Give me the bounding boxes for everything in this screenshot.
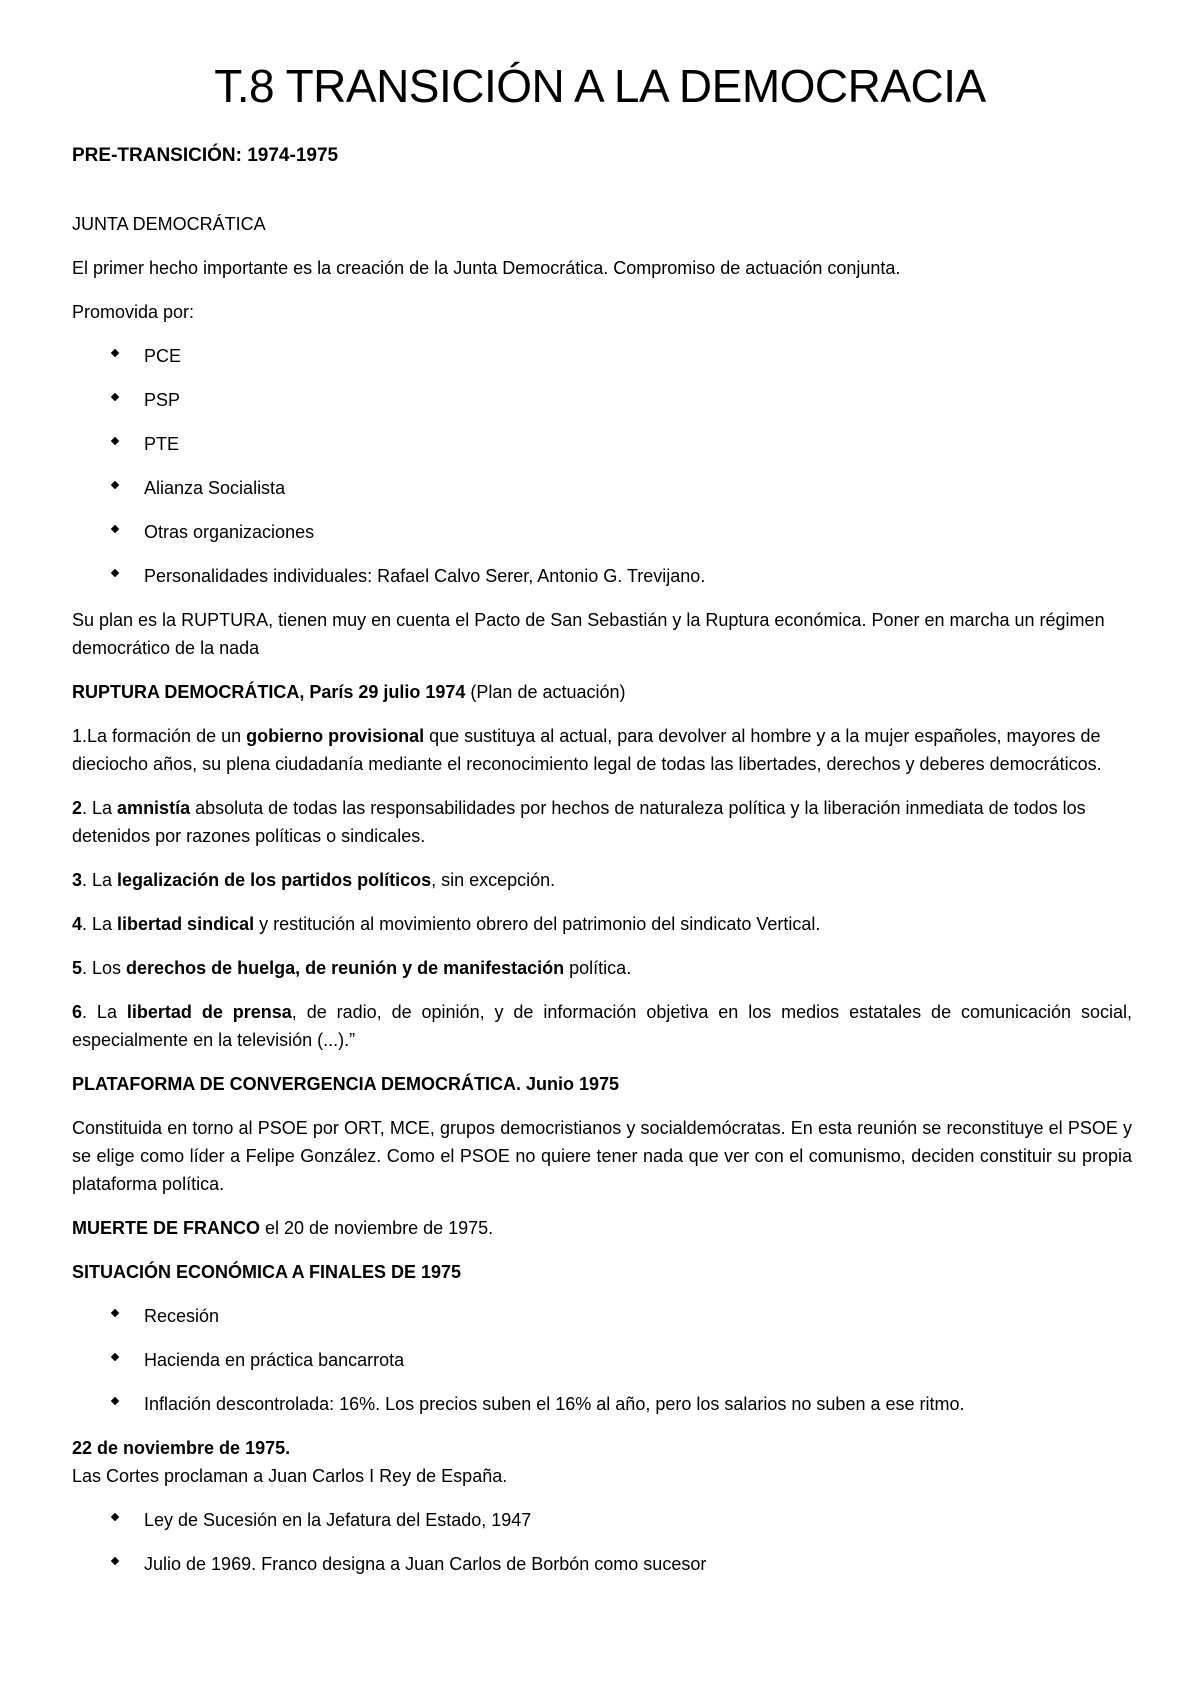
junta-intro: El primer hecho importante es la creación de la Junta Democrática. Compromiso de actuación conjunta. (72, 258, 901, 278)
bullet-icon (111, 569, 119, 577)
ruptura-point-5: 5. Los derechos de huelga, de reunión y de manifestación política. (72, 958, 632, 978)
noviembre-heading: 22 de noviembre de 1975. (72, 1438, 291, 1458)
list-item: Inflación descontrolada: 16%. Los precios suben el 16% al año, pero los salarios no suben a ese ritmo. (72, 1390, 1132, 1418)
muerte-franco: MUERTE DE FRANCO el 20 de noviembre de 1975. (72, 1218, 494, 1238)
junta-promovida: Promovida por: (72, 302, 195, 322)
list-item: Ley de Sucesión en la Jefatura del Estado, 1947 (72, 1506, 1132, 1534)
list-item: Alianza Socialista (72, 474, 1132, 502)
bullet-icon (111, 1513, 119, 1521)
bullet-icon (111, 481, 119, 489)
ruptura-point-4: 4. La libertad sindical y restitución al movimiento obrero del patrimonio del sindicato Vertical. (72, 914, 821, 934)
bullet-icon (111, 349, 119, 357)
situacion-list (72, 1302, 1132, 1418)
plataforma-text: Constituida en torno al PSOE por ORT, MCE, grupos democristianos y socialdemócratas. En esta reunión se reconstituye el PSOE y se elige como líder a Felipe González. Como el PSOE no quiere tener nada que ver con el comunismo, deciden constituir su propia plataforma política. (72, 1118, 1132, 1194)
list-item: PCE (72, 342, 1132, 370)
ruptura-point-6: 6. La libertad de prensa, de radio, de opinión, y de información objetiva en los medios estatales de comunicación social, especialmente en la televisión (...).” (72, 1002, 1132, 1050)
document-body (72, 142, 1132, 1594)
bullet-icon (111, 1557, 119, 1565)
situacion-heading: SITUACIÓN ECONÓMICA A FINALES DE 1975 (72, 1262, 462, 1282)
list-item: Otras organizaciones (72, 518, 1132, 546)
plataforma-heading: PLATAFORMA DE CONVERGENCIA DEMOCRÁTICA. Junio 1975 (72, 1074, 620, 1094)
ruptura-point-2: 2. La amnistía absoluta de todas las responsabilidades por hechos de naturaleza política y la liberación inmediata de todos los detenidos por razones políticas o sindicales. (72, 798, 1086, 846)
list-item: Hacienda en práctica bancarrota (72, 1346, 1132, 1374)
list-item: Julio de 1969. Franco designa a Juan Carlos de Borbón como sucesor (72, 1550, 1132, 1578)
document-title: T.8 TRANSICIÓN A LA DEMOCRACIA (214, 60, 986, 112)
bullet-icon (111, 525, 119, 533)
bullet-icon (111, 437, 119, 445)
bullet-icon (111, 1309, 119, 1317)
junta-members-list (72, 342, 1132, 590)
list-item: Recesión (72, 1302, 1132, 1330)
bullet-icon (111, 1353, 119, 1361)
bullet-icon (111, 1397, 119, 1405)
junta-heading: JUNTA DEMOCRÁTICA (72, 214, 266, 234)
noviembre-text: Las Cortes proclaman a Juan Carlos I Rey de España. (72, 1466, 508, 1486)
noviembre-list (72, 1506, 1132, 1578)
bullet-icon (111, 393, 119, 401)
ruptura-point-3: 3. La legalización de los partidos políticos, sin excepción. (72, 870, 556, 890)
ruptura-heading: RUPTURA DEMOCRÁTICA, París 29 julio 1974 (Plan de actuación) (72, 682, 626, 702)
list-item: Personalidades individuales: Rafael Calvo Serer, Antonio G. Trevijano. (72, 562, 1132, 590)
list-item: PSP (72, 386, 1132, 414)
ruptura-point-1: 1.La formación de un gobierno provisional que sustituya al actual, para devolver al hombre y a la mujer españoles, mayores de dieciocho años, su plena ciudadanía mediante el reconocimiento legal de todas las libertades, derechos y deberes democráticos. (72, 726, 1102, 774)
junta-plan: Su plan es la RUPTURA, tienen muy en cuenta el Pacto de San Sebastián y la Ruptura económica. Poner en marcha un régimen democrático de la nada (72, 610, 1105, 658)
section-subtitle: PRE-TRANSICIÓN: 1974-1975 (72, 145, 339, 166)
list-item: PTE (72, 430, 1132, 458)
